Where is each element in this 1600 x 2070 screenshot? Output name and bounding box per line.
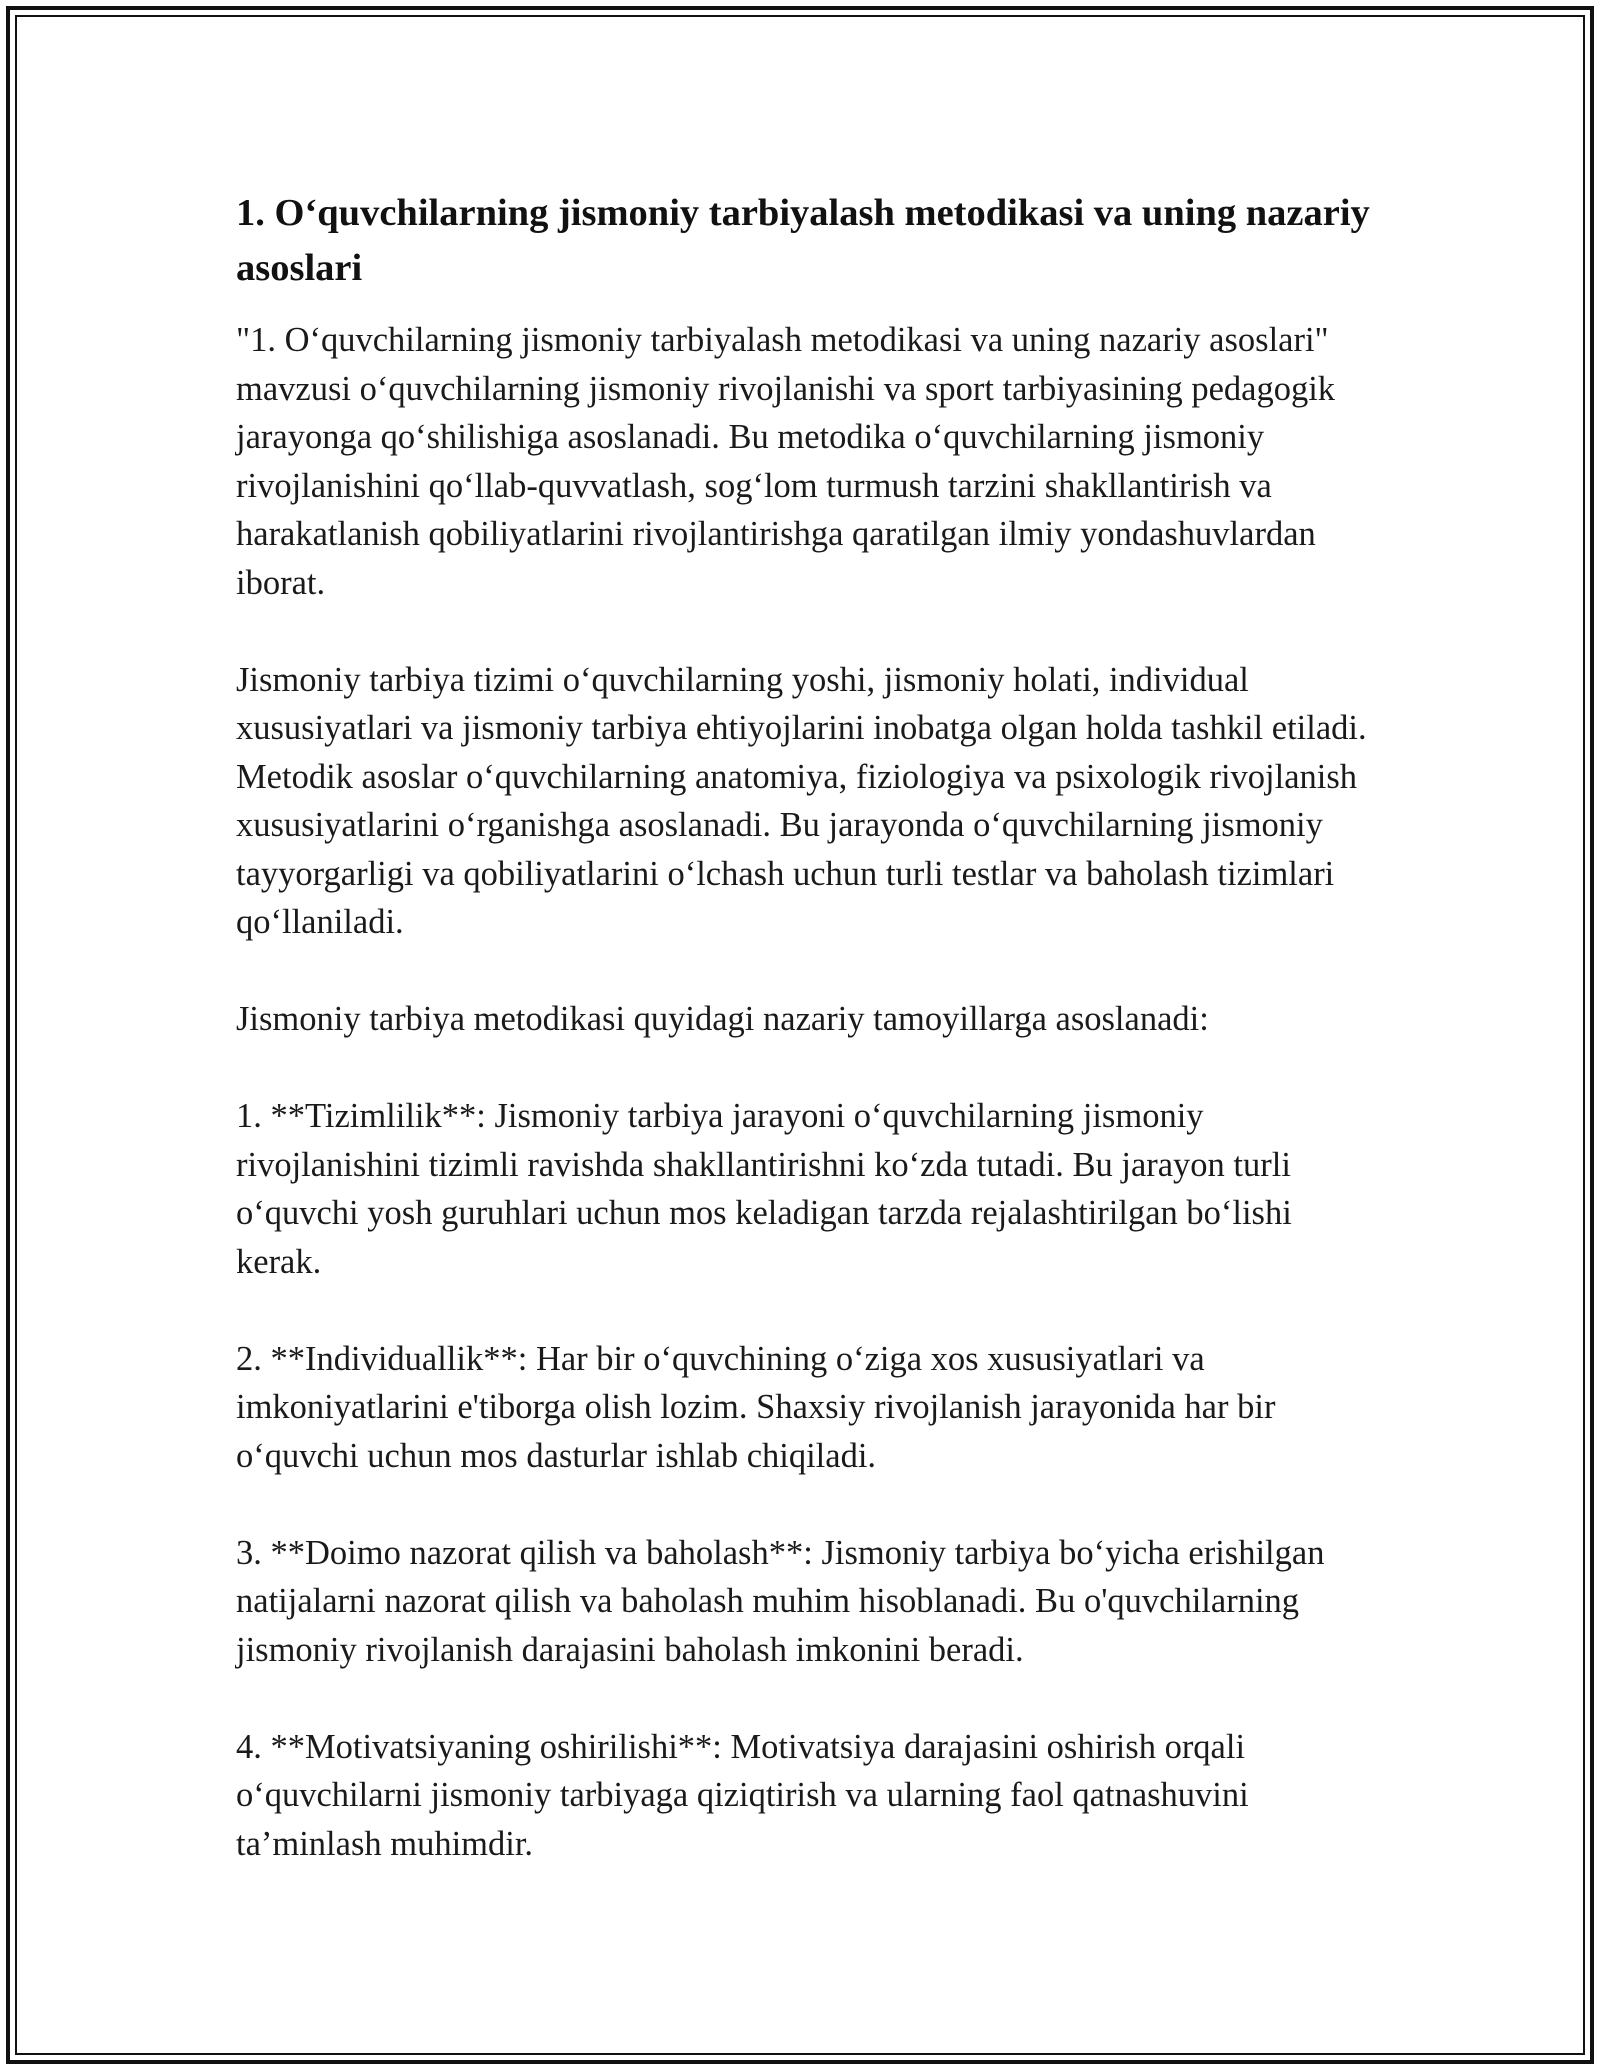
document-body <box>236 186 1376 1868</box>
principle-item-3: 3. **Doimo nazorat qilish va baholash**: Jismoniy tarbiya bo‘yicha erishilgan natijalarni nazorat qilish va baholash muhim hisoblanadi. Bu o'quvchilarning jismoniy rivojlanish darajasini baholash imkonini beradi. <box>236 1533 1325 1669</box>
principles-lead-paragraph: Jismoniy tarbiya metodikasi quyidagi nazariy tamoyillarga asoslanadi: <box>236 1000 1209 1038</box>
principle-item-4: 4. **Motivatsiyaning oshirilishi**: Motivatsiya darajasini oshirish orqali o‘quvchilarni jismoniy tarbiyaga qiziqtirish va ularning faol qatnashuvini ta’minlash muhimdir. <box>236 1727 1249 1863</box>
system-paragraph: Jismoniy tarbiya tizimi o‘quvchilarning yoshi, jismoniy holati, individual xususiyatlari va jismoniy tarbiya ehtiyojlarini inobatga olgan holda tashkil etiladi. Metodik asoslar o‘quvchilarning anatomiya, fiziologiya va psixologik rivojlanish xususiyatlarini o‘rganishga asoslanadi. Bu jarayonda o‘quvchilarning jismoniy tayyorgarligi va qobiliyatlarini o‘lchash uchun turli testlar va baholash tizimlari qo‘llaniladi. <box>236 660 1367 941</box>
intro-paragraph: "1. O‘quvchilarning jismoniy tarbiyalash metodikasi va uning nazariy asoslari" mavzusi o‘quvchilarning jismoniy rivojlanishi va sport tarbiyasining pedagogik jarayonga qo‘shilishiga asoslanadi. Bu metodika o‘quvchilarning jismoniy rivojlanishini qo‘llab-quvvatlash, sog‘lom turmush tarzini shakllantirish va harakatlanish qobiliyatlarini rivojlantirishga qaratilgan ilmiy yondashuvlardan iborat. <box>236 321 1336 602</box>
principle-item-1: 1. **Tizimlilik**: Jismoniy tarbiya jarayoni o‘quvchilarning jismoniy rivojlanishini tizimli ravishda shakllantirishni ko‘zda tutadi. Bu jarayon turli o‘quvchi yosh guruhlari uchun mos keladigan tarzda rejalashtirilgan bo‘lishi kerak. <box>236 1097 1292 1281</box>
document-title: 1. O‘quvchilarning jismoniy tarbiyalash metodikasi va uning nazariy asoslari <box>236 192 1370 289</box>
principle-item-2: 2. **Individuallik**: Har bir o‘quvchining o‘ziga xos xususiyatlari va imkoniyatlarini e'tiborga olish lozim. Shaxsiy rivojlanish jarayonida har bir o‘quvchi uchun mos dasturlar ishlab chiqiladi. <box>236 1339 1276 1475</box>
